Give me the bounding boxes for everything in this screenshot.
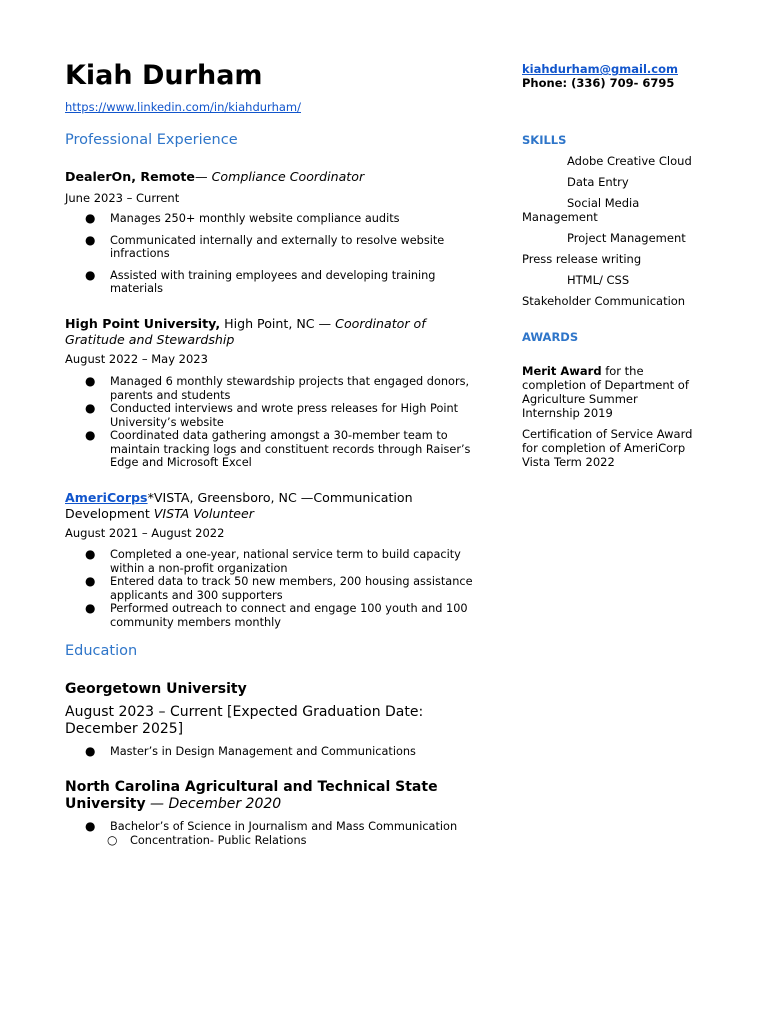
job-dates: June 2023 – Current — [65, 191, 180, 205]
company-name: DealerOn, Remote — [65, 169, 195, 184]
bullet-item: ● Conducted interviews and wrote press releases for High Point University’s website — [85, 402, 475, 429]
job-title-line — [65, 169, 485, 185]
award-item — [522, 364, 697, 420]
job-title-line — [65, 316, 485, 348]
job-location: *VISTA, Greensboro, NC —Communication Development — [65, 490, 413, 521]
contact-block — [522, 62, 678, 90]
bullet-item: ● Manages 250+ monthly website compliance audits — [85, 212, 475, 226]
degree-bullets — [85, 820, 475, 847]
job-bullets — [85, 548, 475, 629]
skill-item: Project Management — [567, 231, 686, 245]
job-role: VISTA Volunteer — [153, 506, 254, 521]
job-role: Coordinator of Gratitude and Stewardship — [65, 316, 426, 347]
school-name-line — [65, 779, 485, 813]
job-role: Compliance Coordinator — [211, 169, 365, 184]
award-description: Certification of Service Award for completion of AmeriCorp Vista Term 2022 — [522, 427, 693, 469]
job-dates: August 2022 – May 2023 — [65, 352, 208, 366]
award-name: Merit Award — [522, 364, 602, 378]
awards-heading: AWARDS — [522, 330, 579, 344]
job-bullets — [85, 212, 475, 296]
skills-list — [522, 154, 702, 315]
job-title-line — [65, 490, 485, 522]
award-description: for the completion of Department of Agriculture Summer Internship 2019 — [522, 364, 689, 420]
skill-item: Data Entry — [567, 175, 629, 189]
job-bullets — [85, 375, 475, 470]
job-location: High Point, NC — — [220, 316, 336, 331]
bullet-item: ● Performed outreach to connect and engage 100 youth and 100 community members monthly — [85, 602, 475, 629]
skills-heading: SKILLS — [522, 133, 567, 147]
skill-item: Stakeholder Communication — [522, 294, 686, 308]
school-name: North Carolina Agricultural and Technical State University — [65, 779, 438, 812]
experience-heading: Professional Experience — [65, 132, 238, 148]
phone-number: Phone: (336) 709- 6795 — [522, 76, 675, 90]
school-dates: — December 2020 — [145, 796, 282, 812]
bullet-item: ● Managed 6 monthly stewardship projects that engaged donors, parents and students — [85, 375, 475, 402]
bullet-item: ● Coordinated data gathering amongst a 30-member team to maintain tracking logs and constituent records through Raiser’s Edge and Microsoft Excel — [85, 429, 475, 470]
candidate-name: Kiah Durham — [65, 60, 263, 91]
education-heading: Education — [65, 643, 138, 659]
skill-item: Social Media Management — [522, 196, 640, 224]
school-name: Georgetown University — [65, 681, 247, 697]
sub-bullet-item: ○ Concentration- Public Relations — [85, 834, 475, 848]
skill-item: Adobe Creative Cloud — [567, 154, 692, 168]
skill-item: Press release writing — [522, 252, 642, 266]
linkedin-link[interactable]: https://www.linkedin.com/in/kiahdurham/ — [65, 100, 301, 114]
bullet-item: ● Bachelor’s of Science in Journalism and Mass Communication — [85, 820, 475, 834]
email-link[interactable]: kiahdurham@gmail.com — [522, 62, 678, 76]
separator: — — [194, 169, 212, 184]
award-item — [522, 427, 697, 469]
school-dates: August 2023 – Current [Expected Graduation Date: December 2025] — [65, 704, 424, 737]
bullet-item: ● Assisted with training employees and developing training materials — [85, 269, 475, 296]
job-dates: August 2021 – August 2022 — [65, 526, 225, 540]
bullet-item: ● Master’s in Design Management and Communications — [85, 745, 475, 759]
bullet-item: ● Entered data to track 50 new members, 200 housing assistance applicants and 300 supporters — [85, 575, 475, 602]
americorps-link[interactable]: AmeriCorps — [65, 490, 148, 505]
bullet-item: ● Communicated internally and externally to resolve website infractions — [85, 234, 475, 261]
company-name: High Point University, — [65, 316, 221, 331]
degree-bullets — [85, 745, 475, 759]
bullet-item: ● Completed a one-year, national service term to build capacity within a non-profit organization — [85, 548, 475, 575]
skill-item: HTML/ CSS — [567, 273, 630, 287]
